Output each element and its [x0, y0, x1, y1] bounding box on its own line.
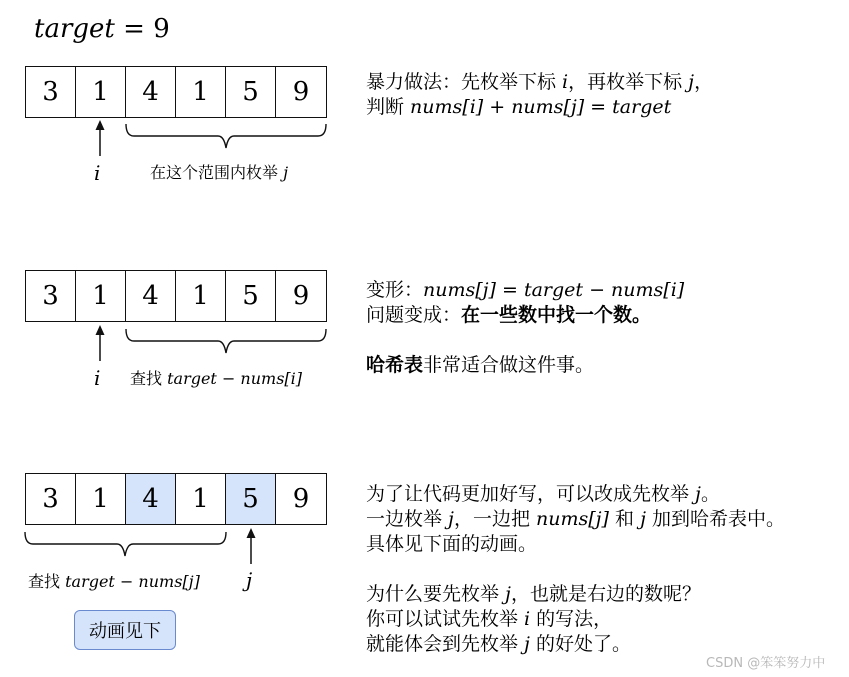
array-cell: 4 [126, 474, 176, 524]
text-segment: 在一些数中找一个数。 [461, 304, 652, 326]
array-cell: 3 [26, 474, 76, 524]
i-pointer-arrow-1 [96, 120, 105, 156]
i-label-2: i [94, 366, 101, 390]
explanation-line [366, 278, 684, 303]
array-cell: 3 [26, 67, 76, 117]
explanation-line [366, 353, 684, 378]
range-label-1 [150, 160, 288, 183]
explanation-line [366, 303, 684, 328]
range-brace-3 [25, 532, 226, 556]
array-cell: 1 [76, 474, 126, 524]
math-segment: j [505, 583, 511, 605]
text-segment: 和 [608, 508, 641, 530]
text-segment: 的写法， [530, 608, 613, 630]
array-cell: 4 [126, 67, 176, 117]
text-segment: 你可以试试先枚举 [366, 608, 525, 630]
text-segment: 变形： [366, 279, 424, 301]
text-segment: 。 [700, 483, 720, 505]
explanation-2 [366, 278, 684, 378]
j-pointer-arrow-3 [247, 528, 256, 564]
j-label-3: j [246, 568, 253, 592]
math-segment: nums[i] + nums[j] = target [410, 96, 672, 118]
range-label-3 [28, 569, 200, 592]
array-cell: 1 [176, 67, 226, 117]
array-cell: 1 [176, 474, 226, 524]
i-label-1: i [94, 161, 101, 185]
explanation-line [366, 482, 785, 507]
range-label-2-text: 查找 [130, 369, 168, 388]
array-row-3 [25, 473, 327, 525]
range-label-1-math: j [283, 163, 289, 182]
text-segment: ， [694, 71, 714, 93]
array-cell: 4 [126, 271, 176, 321]
range-label-1-text: 在这个范围内枚举 [150, 163, 284, 182]
explanation-line [366, 328, 684, 353]
text-segment: 具体见下面的动画。 [366, 533, 538, 555]
math-segment: i [524, 608, 531, 630]
title-equals: = [114, 14, 154, 44]
range-label-2-math: target − nums[i] [167, 369, 303, 388]
text-segment: 暴力做法：先枚举下标 [366, 71, 563, 93]
range-label-3-math: target − nums[j] [65, 572, 200, 591]
array-row-2 [25, 270, 327, 322]
math-segment: j [524, 633, 530, 655]
text-segment: ，也就是右边的数呢？ [510, 583, 701, 605]
math-segment: j [448, 508, 454, 530]
explanation-line [366, 557, 785, 582]
array-cell: 9 [276, 67, 326, 117]
math-segment: i [562, 71, 569, 93]
array-cell: 9 [276, 474, 326, 524]
explanation-3 [366, 482, 785, 657]
explanation-1 [366, 70, 713, 120]
text-segment: 非常适合做这件事。 [423, 354, 595, 376]
math-segment: j [688, 71, 695, 93]
array-cell: 9 [276, 271, 326, 321]
text-segment: 的好处了。 [529, 633, 631, 655]
text-segment: 就能体会到先枚举 [366, 633, 525, 655]
explanation-line [366, 532, 785, 557]
explanation-line [366, 95, 713, 120]
text-segment: 加到哈希表中。 [645, 508, 786, 530]
animation-below-button[interactable]: 动画见下 [74, 610, 176, 650]
text-segment: 一边枚举 [366, 508, 449, 530]
i-pointer-arrow-2 [96, 325, 105, 361]
math-segment: nums[j] = target − nums[i] [423, 279, 685, 301]
array-cell: 3 [26, 271, 76, 321]
text-segment: ，一边把 [453, 508, 536, 530]
text-segment: 为什么要先枚举 [366, 583, 506, 605]
math-segment: j [640, 508, 646, 530]
math-segment: j [695, 483, 701, 505]
array-cell: 1 [76, 67, 126, 117]
explanation-line [366, 582, 785, 607]
array-cell: 1 [76, 271, 126, 321]
text-segment: 为了让代码更加好写，可以改成先枚举 [366, 483, 696, 505]
explanation-line [366, 607, 785, 632]
explanation-line [366, 70, 713, 95]
array-cell: 5 [226, 474, 276, 524]
array-cell: 5 [226, 271, 276, 321]
title-value: 9 [153, 14, 170, 44]
range-label-3-text: 查找 [28, 572, 66, 591]
range-brace-2 [126, 329, 326, 353]
title-variable: target [34, 14, 115, 44]
math-segment: nums[j] [536, 508, 609, 530]
text-segment: 判断 [366, 96, 411, 118]
range-brace-1 [126, 124, 326, 148]
text-segment: 哈希表 [366, 354, 424, 376]
text-segment: 问题变成： [366, 304, 462, 326]
text-segment: ，再枚举下标 [568, 71, 689, 93]
watermark: CSDN @笨笨努力中 [706, 656, 826, 671]
explanation-line [366, 507, 785, 532]
array-cell: 1 [176, 271, 226, 321]
range-label-2 [130, 366, 302, 389]
array-cell: 5 [226, 67, 276, 117]
